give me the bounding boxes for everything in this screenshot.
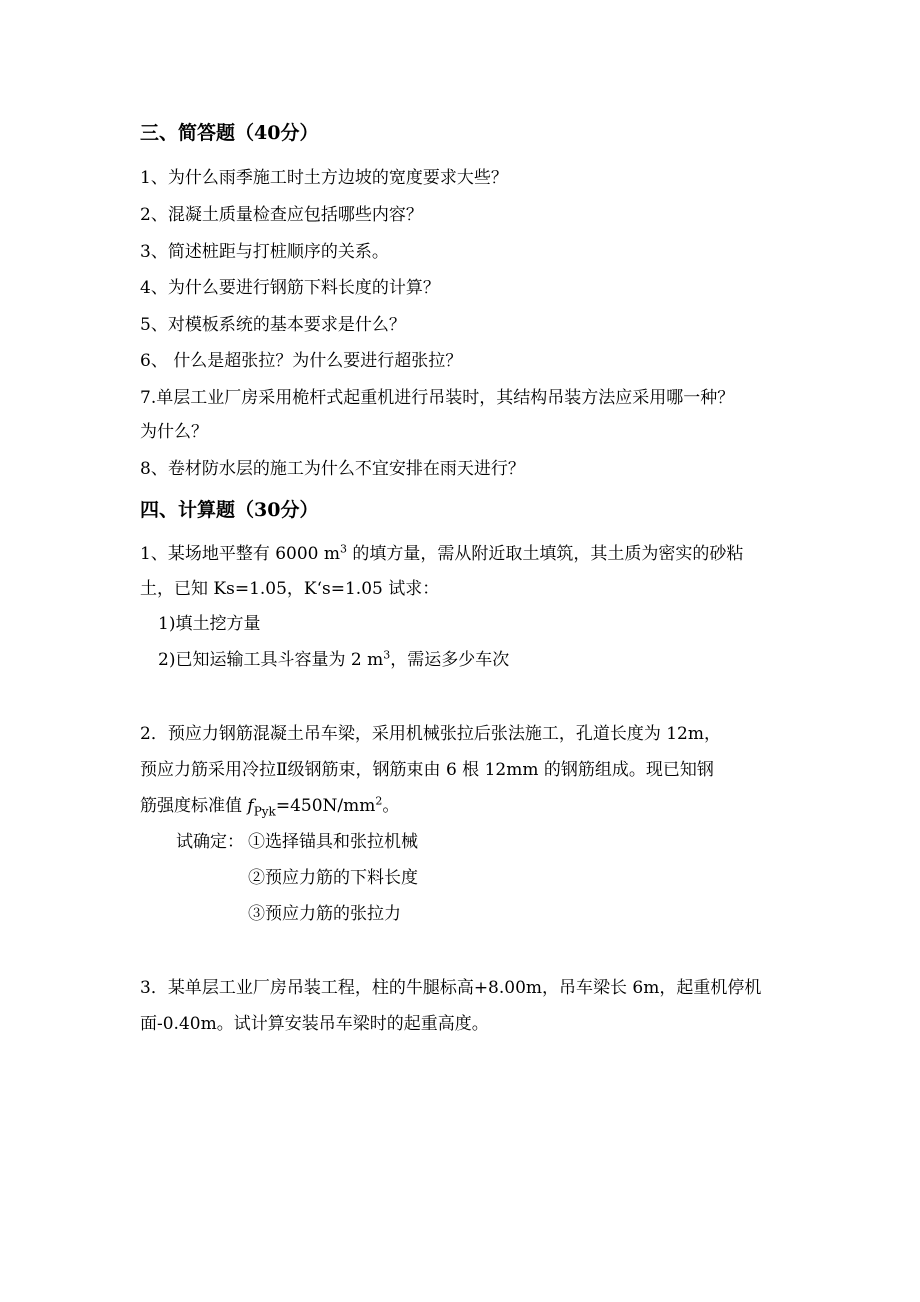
problem-2-line-3-text-a: 筋强度标准值	[140, 796, 248, 816]
cubic-superscript: 3	[383, 648, 391, 662]
problem-1-text-a: 1、某场地平整有 6000 m	[140, 544, 341, 564]
question-8: 8、卷材防水层的施工为什么不宜安排在雨天进行？	[140, 459, 525, 479]
problem-1-text-b: 的填方量，需从附近取土填筑，其土质为密实的砂粘	[347, 544, 744, 564]
problem-3-line-2: 面-0.40m。试计算安装吊车梁时的起重高度。	[140, 1014, 489, 1034]
question-2: 2、混凝土质量检查应包括哪些内容？	[140, 205, 423, 225]
problem-2-line-1: 2．预应力钢筋混凝土吊车梁，采用机械张拉后张法施工，孔道长度为 12m，	[140, 724, 721, 744]
problem-2-task-2: ②预应力筋的下料长度	[248, 868, 418, 888]
question-3: 3、简述桩距与打桩顺序的关系。	[140, 242, 389, 262]
question-1: 1、为什么雨季施工时土方边坡的宽度要求大些？	[140, 168, 508, 188]
problem-1-item-1: 1)填土挖方量	[158, 614, 261, 634]
question-7-continued: 为什么？	[140, 422, 208, 442]
strength-subscript: Pyk	[253, 804, 276, 819]
problem-2-task-3: ③预应力筋的张拉力	[248, 904, 401, 924]
problem-1-line-1	[140, 542, 743, 566]
problem-2-line-3	[140, 794, 399, 818]
question-6: 6、 什么是超张拉？为什么要进行超张拉？	[140, 351, 463, 371]
section-4-heading: 四、计算题（30分）	[140, 499, 319, 521]
problem-1-item-2	[158, 648, 509, 672]
problem-1-item-2-text-a: 2)已知运输工具斗容量为 2 m	[158, 650, 384, 670]
problem-2-line-3-text-b: =450N/mm	[275, 796, 376, 816]
problem-2-line-3-text-c: 。	[382, 796, 400, 816]
question-7: 7.单层工业厂房采用桅杆式起重机进行吊装时，其结构吊装方法应采用哪一种？	[140, 388, 735, 408]
problem-1-item-2-text-b: ，需运多少车次	[390, 650, 510, 670]
strength-symbol: f	[247, 796, 254, 816]
problem-2-line-2: 预应力筋采用冷拉Ⅱ级钢筋束，钢筋束由 6 根 12mm 的钢筋组成。现已知钢	[140, 760, 714, 780]
problem-2-task-label: 试确定：	[176, 832, 244, 852]
section-3-heading: 三、简答题（40分）	[140, 122, 319, 144]
question-4: 4、为什么要进行钢筋下料长度的计算？	[140, 278, 440, 298]
cubic-superscript: 3	[340, 542, 348, 556]
problem-3-line-1: 3．某单层工业厂房吊装工程，柱的牛腿标高+8.00m，吊车梁长 6m，起重机停机	[140, 978, 762, 998]
area-superscript: 2	[375, 794, 383, 808]
problem-2-task-1: ①选择锚具和张拉机械	[248, 832, 418, 852]
question-5: 5、对模板系统的基本要求是什么？	[140, 315, 406, 335]
problem-1-line-2: 土，已知 Ks=1.05，K‘s=1.05 试求：	[140, 579, 440, 599]
